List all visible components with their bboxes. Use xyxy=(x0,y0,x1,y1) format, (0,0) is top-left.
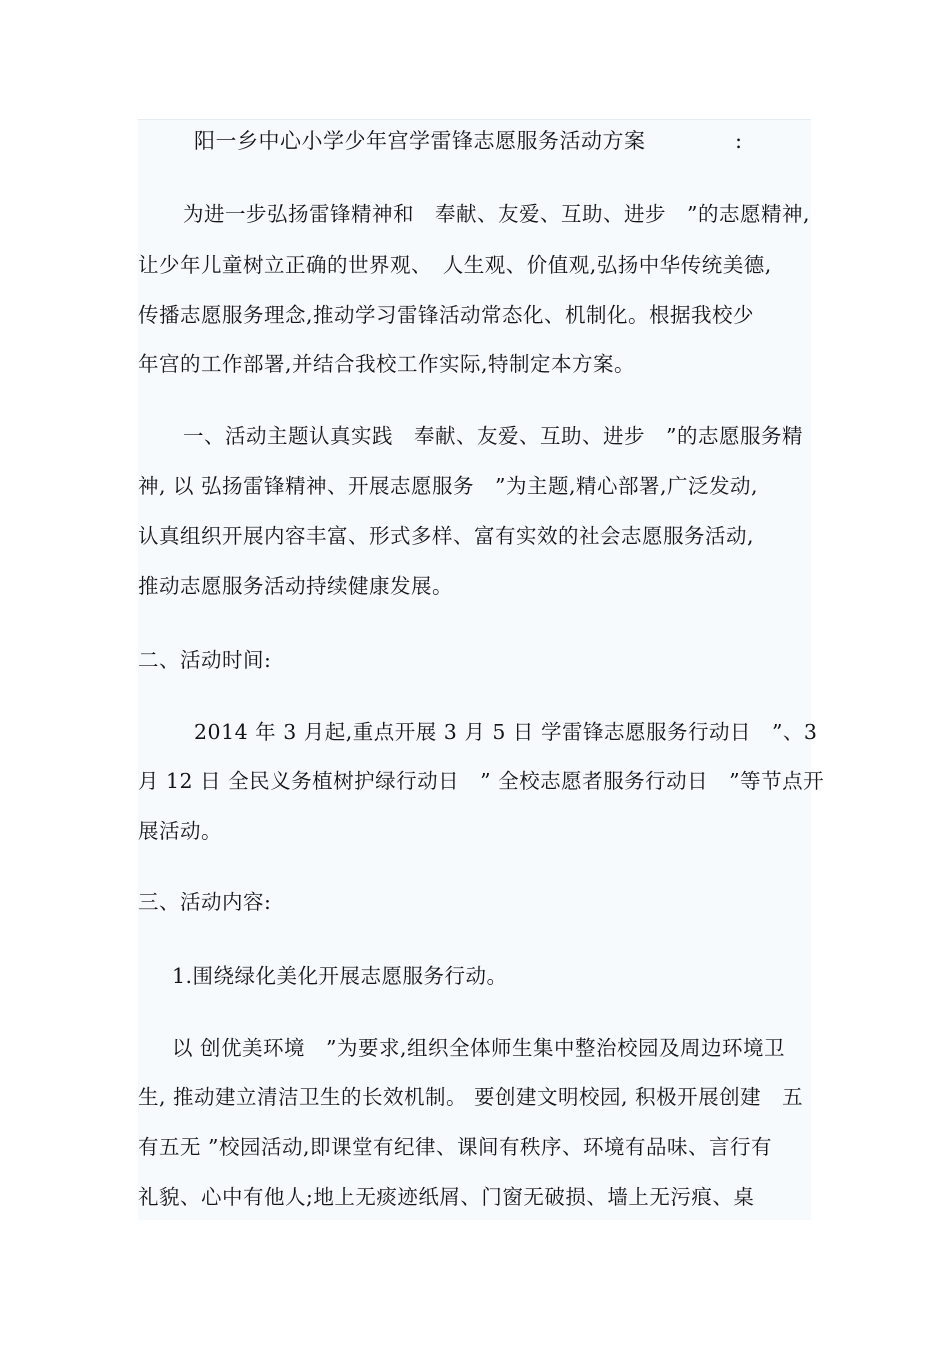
section3-line-2: 生, 推动建立清洁卫生的长效机制。 要创建文明校园, 积极开展创建 五 xyxy=(138,1085,804,1109)
section3-item-1: 1.围绕绿化美化开展志愿服务行动。 xyxy=(172,964,508,988)
title-colon: : xyxy=(735,129,743,153)
section2-heading: 二、活动时间: xyxy=(138,648,272,672)
intro-line-1: 为进一步弘扬雷锋精神和 奉献、友爱、互助、进步 ”的志愿精神, xyxy=(183,202,810,226)
section1-line-3: 认真组织开展内容丰富、形式多样、富有实效的社会志愿服务活动, xyxy=(138,524,755,548)
section3-line-3: 有五无 ”校园活动,即课堂有纪律、课间有秩序、环境有品味、言行有 xyxy=(138,1135,773,1159)
section2-line-3: 展活动。 xyxy=(138,819,222,843)
document-title: 阳一乡中心小学少年宫学雷锋志愿服务活动方案 xyxy=(194,129,646,153)
section1-line-2: 神, 以 弘扬雷锋精神、开展志愿服务 ”为主题,精心部署,广泛发动, xyxy=(138,474,759,498)
section2-line-1: 2014 年 3 月起,重点开展 3 月 5 日 学雷锋志愿服务行动日 ”、3 xyxy=(194,720,818,744)
section2-line-2: 月 12 日 全民义务植树护绿行动日 ” 全校志愿者服务行动日 ”等节点开 xyxy=(138,769,825,793)
section1-line-1: 一、活动主题认真实践 奉献、友爱、互助、进步 ”的志愿服务精 xyxy=(183,424,803,448)
intro-line-4: 年宫的工作部署,并结合我校工作实际,特制定本方案。 xyxy=(138,352,636,376)
section3-line-1: 以 创优美环境 ”为要求,组织全体师生集中整治校园及周边环境卫 xyxy=(172,1036,786,1060)
section1-line-4: 推动志愿服务活动持续健康发展。 xyxy=(138,574,453,598)
section3-heading: 三、活动内容: xyxy=(138,890,272,914)
intro-line-3: 传播志愿服务理念,推动学习雷锋活动常态化、机制化。根据我校少 xyxy=(138,303,755,327)
section3-line-4: 礼貌、心中有他人;地上无痰迹纸屑、门窗无破损、墙上无污痕、桌 xyxy=(138,1185,755,1209)
intro-line-2: 让少年儿童树立正确的世界观、 人生观、价值观,弘扬中华传统美德, xyxy=(138,253,772,277)
